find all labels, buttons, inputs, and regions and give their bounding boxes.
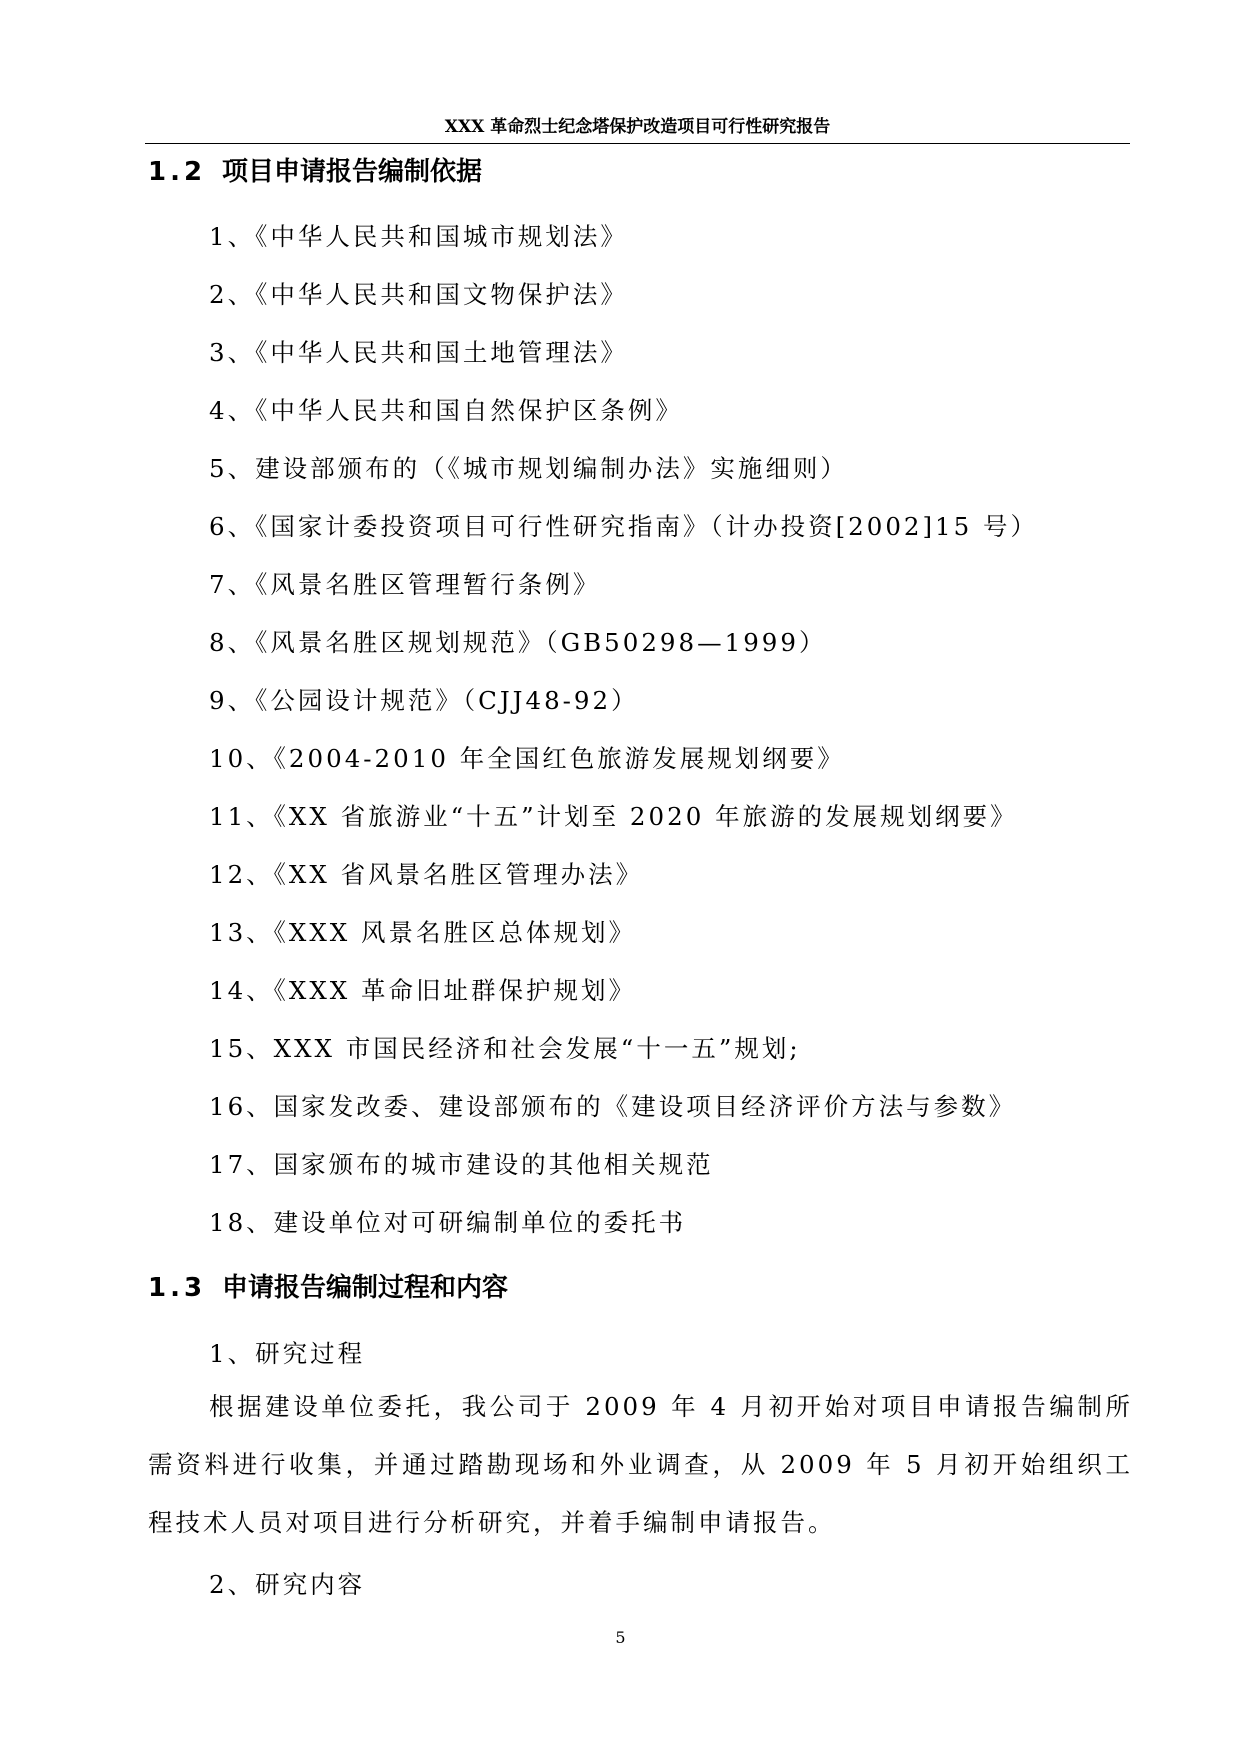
section-number: 1.2 — [148, 157, 207, 187]
list-item: 2、《中华人民共和国文物保护法》 — [209, 280, 628, 309]
list-item: 14、《XXX 革命旧址群保护规划》 — [209, 976, 637, 1005]
subsection-research-process: 1、研究过程 — [209, 1339, 366, 1368]
running-header: XXX 革命烈士纪念塔保护改造项目可行性研究报告 — [444, 117, 831, 137]
list-item: 7、《风景名胜区管理暂行条例》 — [209, 570, 601, 599]
section-heading-1-3 — [148, 1271, 508, 1305]
list-item: 12、《XX 省风景名胜区管理办法》 — [209, 860, 644, 889]
list-item: 18、建设单位对可研编制单位的委托书 — [209, 1208, 687, 1237]
list-item: 6、《国家计委投资项目可行性研究指南》（计办投资[2002]15 号） — [209, 512, 1039, 541]
section-title: 项目申请报告编制依据 — [222, 157, 483, 187]
list-item: 17、国家颁布的城市建设的其他相关规范 — [209, 1150, 714, 1179]
page-number: 5 — [615, 1628, 626, 1647]
list-item: 3、《中华人民共和国土地管理法》 — [209, 338, 628, 367]
section-title: 申请报告编制过程和内容 — [222, 1273, 509, 1303]
body-paragraph: 根据建设单位委托，我公司于 2009 年 4 月初开始对项目申请报告编制所需资料进行收集，并通过踏勘现场和外业调查，从 2009 年 5 月初开始组织工程技术人员对项目进行分析研究，并着手编制申请报告。 — [148, 1392, 1133, 1537]
list-item: 5、建设部颁布的（《城市规划编制办法》实施细则） — [209, 454, 848, 483]
list-item: 1、《中华人民共和国城市规划法》 — [209, 222, 628, 251]
basis-list — [209, 218, 1038, 1262]
list-item: 15、XXX 市国民经济和社会发展“十一五”规划; — [209, 1034, 801, 1063]
section-heading-1-2 — [148, 155, 482, 189]
header-divider — [145, 143, 1130, 144]
section-number: 1.3 — [148, 1273, 207, 1303]
list-item: 11、《XX 省旅游业“十五”计划至 2020 年旅游的发展规划纲要》 — [209, 802, 1018, 831]
list-item: 8、《风景名胜区规划规范》（GB50298—1999） — [209, 628, 827, 657]
list-item: 13、《XXX 风景名胜区总体规划》 — [209, 918, 637, 947]
list-item: 10、《2004-2010 年全国红色旅游发展规划纲要》 — [209, 744, 845, 773]
list-item: 16、国家发改委、建设部颁布的《建设项目经济评价方法与参数》 — [209, 1092, 1017, 1121]
list-item: 4、《中华人民共和国自然保护区条例》 — [209, 396, 683, 425]
list-item: 9、《公园设计规范》（CJJ48-92） — [209, 686, 639, 715]
subsection-research-content: 2、研究内容 — [209, 1570, 366, 1599]
